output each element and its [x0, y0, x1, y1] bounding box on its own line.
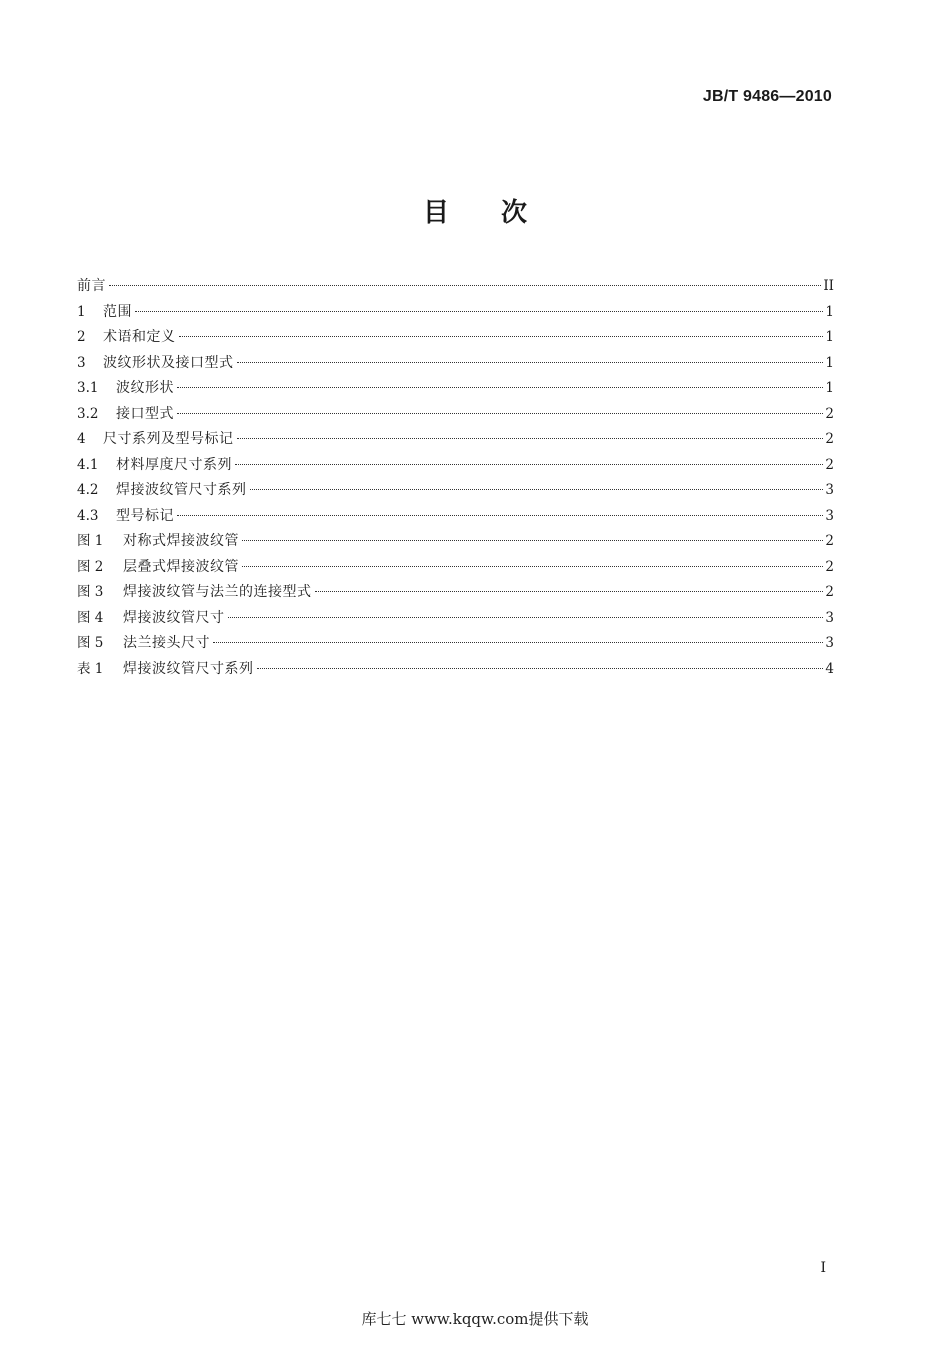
toc-entry-page: 2 — [825, 584, 834, 600]
toc-entry-page: 2 — [825, 405, 834, 422]
toc-dot-leader — [135, 311, 823, 312]
toc-entry-title: 接口型式 — [116, 405, 174, 422]
toc-dot-leader — [250, 489, 824, 490]
toc-entry-page: 2 — [825, 533, 834, 549]
toc-entry-number: 4.1 — [77, 456, 99, 473]
toc-dot-leader — [242, 566, 823, 567]
toc-entry-page: 2 — [825, 456, 834, 473]
toc-entry[interactable] — [77, 453, 834, 479]
toc-entry[interactable] — [77, 274, 834, 300]
toc-entry-number: 图 1 — [77, 533, 104, 549]
toc-entry[interactable] — [77, 606, 834, 632]
toc-entry-number: 表 1 — [77, 660, 104, 677]
toc-dot-leader — [177, 387, 823, 388]
toc-entry[interactable] — [77, 555, 834, 581]
toc-entry-title: 法兰接头尺寸 — [123, 635, 210, 651]
toc-entry-title: 焊接波纹管与法兰的连接型式 — [123, 584, 312, 600]
toc-entry[interactable] — [77, 504, 834, 530]
toc-entry-page: 1 — [825, 303, 834, 320]
toc-entry-page: 3 — [825, 482, 834, 498]
toc-entry-page: 3 — [825, 507, 834, 524]
toc-entry-title: 对称式焊接波纹管 — [123, 533, 239, 549]
footer-watermark: 库七七 www.kqqw.com提供下载 — [361, 1310, 589, 1328]
toc-entry-number: 图 2 — [77, 558, 104, 575]
toc-entry-page: 3 — [825, 609, 834, 626]
toc-entry-title: 焊接波纹管尺寸系列 — [123, 660, 254, 677]
toc-entry-number: 1 — [77, 303, 86, 320]
toc-entry-number: 3.2 — [77, 405, 99, 422]
toc-entry-number: 图 5 — [77, 635, 104, 651]
toc-entry[interactable] — [77, 529, 834, 555]
toc-entry-title: 焊接波纹管尺寸 — [123, 609, 225, 626]
toc-dot-leader — [177, 413, 823, 414]
toc-entry-number: 2 — [77, 329, 86, 345]
toc-entry-number: 4.3 — [77, 507, 99, 524]
toc-dot-leader — [237, 438, 824, 439]
page-title: 目次 — [422, 198, 579, 228]
toc-entry[interactable] — [77, 631, 834, 657]
toc-entry-title: 型号标记 — [116, 507, 174, 524]
toc-entry[interactable] — [77, 478, 834, 504]
standard-number: JB/T 9486—2010 — [702, 88, 832, 105]
toc-entry[interactable] — [77, 300, 834, 326]
toc-entry-number: 4 — [77, 431, 86, 447]
toc-dot-leader — [237, 362, 824, 363]
toc-entry[interactable] — [77, 580, 834, 606]
toc-entry[interactable] — [77, 402, 834, 428]
toc-entry-number: 3.1 — [77, 380, 99, 396]
toc-dot-leader — [228, 617, 824, 618]
toc-entry-title: 前言 — [77, 278, 106, 294]
toc-entry[interactable] — [77, 427, 834, 453]
toc-dot-leader — [242, 540, 823, 541]
toc-dot-leader — [235, 464, 823, 465]
toc-entry-title: 波纹形状及接口型式 — [103, 354, 234, 371]
toc-entry-page: II — [823, 278, 834, 294]
toc-entry-page: 4 — [825, 660, 834, 677]
toc-entry-title: 尺寸系列及型号标记 — [103, 431, 234, 447]
toc-entry-number: 图 3 — [77, 584, 104, 600]
toc-entry[interactable] — [77, 325, 834, 351]
toc-dot-leader — [109, 285, 821, 286]
toc-entry-title: 波纹形状 — [116, 380, 174, 396]
toc-dot-leader — [257, 668, 824, 669]
toc-entry-page: 2 — [825, 431, 834, 447]
toc-entry-page: 1 — [825, 329, 834, 345]
toc-entry[interactable] — [77, 376, 834, 402]
toc-entry[interactable] — [77, 351, 834, 377]
toc-entry-number: 3 — [77, 354, 86, 371]
toc-entry-title: 焊接波纹管尺寸系列 — [116, 482, 247, 498]
toc-entry-number: 4.2 — [77, 482, 99, 498]
toc-entry-page: 3 — [825, 635, 834, 651]
toc-entry[interactable] — [77, 657, 834, 683]
toc-dot-leader — [177, 515, 823, 516]
toc-entry-title: 层叠式焊接波纹管 — [123, 558, 239, 575]
toc-entry-title: 材料厚度尺寸系列 — [116, 456, 232, 473]
toc-entry-title: 范围 — [103, 303, 132, 320]
toc-dot-leader — [213, 642, 823, 643]
page-number: I — [820, 1260, 826, 1276]
toc-entry-page: 1 — [825, 354, 834, 371]
toc-entry-page: 1 — [825, 380, 834, 396]
toc-dot-leader — [315, 591, 824, 592]
toc-dot-leader — [179, 336, 824, 337]
toc-entry-title: 术语和定义 — [103, 329, 176, 345]
toc-entry-number: 图 4 — [77, 609, 104, 626]
toc-entry-page: 2 — [825, 558, 834, 575]
table-of-contents — [77, 274, 834, 682]
